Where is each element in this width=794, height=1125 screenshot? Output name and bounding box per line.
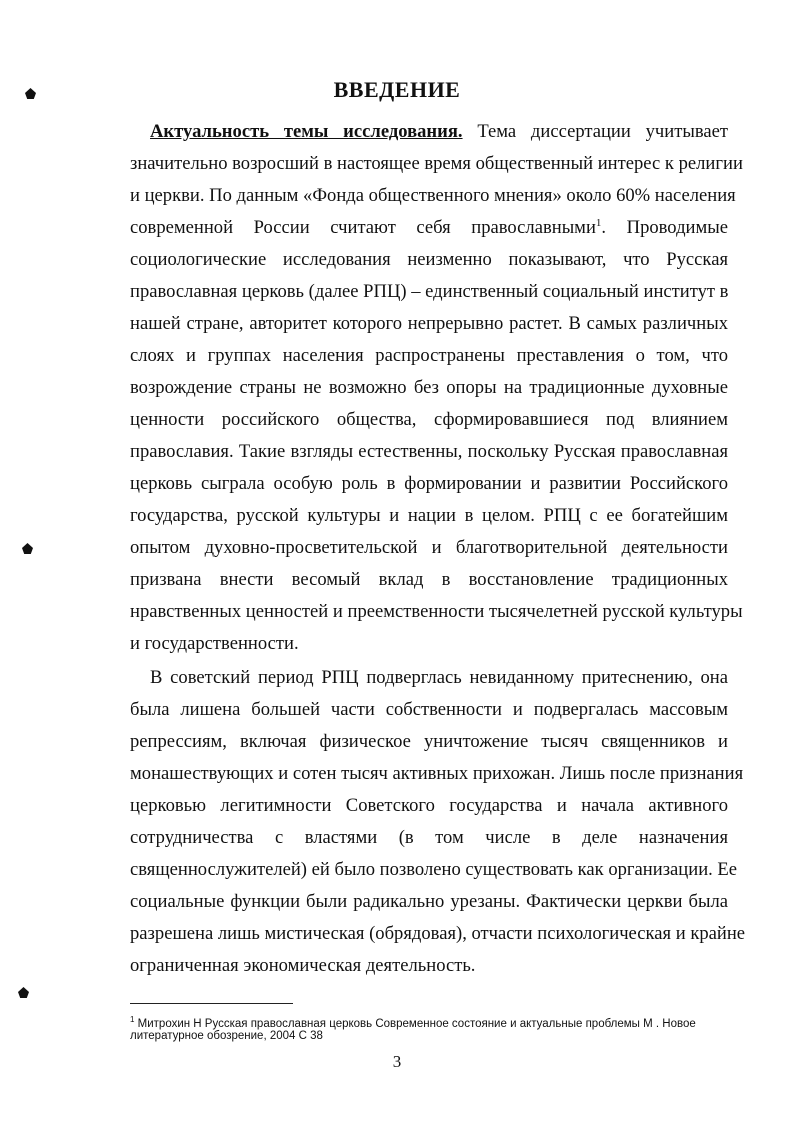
paragraph-line: и государственности.: [130, 633, 299, 654]
page-title: ВВЕДЕНИЕ: [333, 77, 461, 102]
footnote-number: 1: [130, 1015, 135, 1024]
section-lead: Актуальность темы исследования.: [150, 121, 463, 142]
paragraph-line: В советский период РПЦ подверглась невиданному притеснению, она: [150, 667, 728, 688]
paragraph-line: призвана внести весомый вклад в восстановление традиционных: [130, 569, 728, 590]
paragraph-line: возрождение страны не возможно без опоры на традиционные духовные: [130, 377, 728, 398]
footnote-ref[interactable]: 1: [595, 216, 602, 229]
paragraph-line: нашей стране, авторитет которого непрерывно растет. В самых различных: [130, 313, 728, 334]
paragraph-line: социологические исследования неизменно показывают, что Русская: [130, 249, 728, 270]
footnote-continuation: литературное обозрение, 2004 С 38: [130, 1030, 323, 1042]
paragraph-line: репрессиям, включая физическое уничтожение тысяч священников и: [130, 731, 728, 752]
paragraph-line: была лишена большей части собственности и подвергалась массовым: [130, 699, 728, 720]
paragraph-line: священнослужителей) ей было позволено существовать как организации. Ее: [130, 859, 738, 880]
paragraph-line: разрешена лишь мистическая (обрядовая), отчасти психологическая и крайне: [130, 923, 746, 944]
paragraph-line: [130, 216, 728, 240]
paragraph-line: церковь сыграла особую роль в формировании и развитии Российского: [130, 473, 728, 494]
paragraph-line: православная церковь (далее РПЦ) – единственный социальный институт в: [130, 281, 729, 302]
paragraph-line: государства, русской культуры и нации в целом. РПЦ с ее богатейшим: [130, 505, 728, 526]
paragraph-line: социальные функции были радикально урезаны. Фактически церкви была: [130, 891, 728, 912]
paragraph-line: и церкви. По данным «Фонда общественного мнения» около 60% населения: [130, 185, 736, 206]
paragraph-line: сотрудничества с властями (в том числе в деле назначения: [130, 827, 728, 848]
paragraph-line: значительно возросший в настоящее время общественный интерес к религии: [130, 153, 743, 174]
paragraph-line: нравственных ценностей и преемственности тысячелетней русской культуры: [130, 601, 743, 622]
paragraph-line: церковью легитимности Советского государства и начала активного: [130, 795, 728, 816]
paragraph-text: современной России считают себя православными: [130, 217, 596, 238]
paragraph-line: ценности российского общества, сформировавшиеся под влиянием: [130, 409, 728, 430]
footnote-divider: [130, 1003, 293, 1004]
margin-mark-icon: [22, 543, 33, 554]
paragraph-text: . Проводимые: [601, 217, 728, 238]
page-number: 3: [392, 1052, 402, 1071]
paragraph-line: [150, 120, 728, 144]
footnote-text: Митрохин Н Русская православная церковь Современное состояние и актуальные проблемы М . Новое: [137, 1017, 696, 1030]
paragraph-line: монашествующих и сотен тысяч активных прихожан. Лишь после признания: [130, 763, 744, 784]
paragraph-line: ограниченная экономическая деятельность.: [130, 955, 476, 976]
paragraph-line: опытом духовно-просветительской и благотворительной деятельности: [130, 537, 728, 558]
paragraph-line: слоях и группах населения распространены преставления о том, что: [130, 345, 728, 366]
paragraph-text: Тема диссертации учитывает: [477, 121, 728, 142]
paragraph-line: православия. Такие взгляды естественны, поскольку Русская православная: [130, 441, 728, 462]
margin-mark-icon: [18, 987, 29, 998]
